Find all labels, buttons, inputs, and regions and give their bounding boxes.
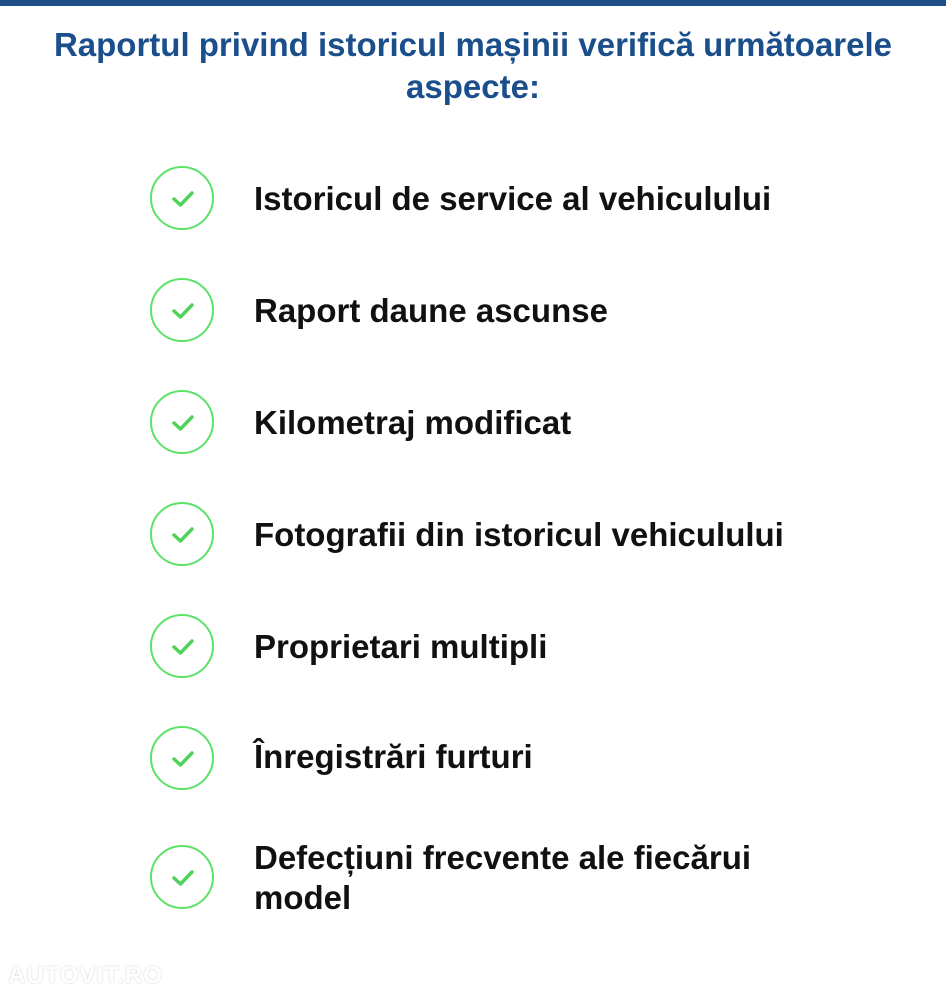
checklist-item-label: Istoricul de service al vehiculului [254,180,772,217]
watermark: AUTOVIT.RO [8,962,163,989]
checklist-item-label: Defecțiuni frecvente ale fiecărui model [254,839,752,916]
check-circle-icon [150,390,214,454]
top-accent-bar [0,0,946,6]
checklist-item [150,614,850,684]
checklist-item-label: Înregistrări furturi [254,738,533,775]
check-circle-icon [150,614,214,678]
checklist-item-label: Raport daune ascunse [254,292,608,329]
checklist-item [150,839,850,916]
checklist-item [150,502,850,572]
check-circle-icon [150,726,214,790]
checklist-item [150,390,850,460]
checklist-item [150,166,850,236]
check-circle-icon [150,166,214,230]
checklist-item-label: Fotografii din istoricul vehiculului [254,516,784,553]
checklist-item [150,278,850,348]
check-circle-icon [150,845,214,909]
check-circle-icon [150,502,214,566]
page-heading: Raportul privind istoricul mașinii verifică următoarele aspecte: [53,26,893,105]
checklist-item-label: Kilometraj modificat [254,404,572,441]
check-circle-icon [150,278,214,342]
checklist-item-label: Proprietari multipli [254,628,548,665]
checklist-item [150,726,850,796]
